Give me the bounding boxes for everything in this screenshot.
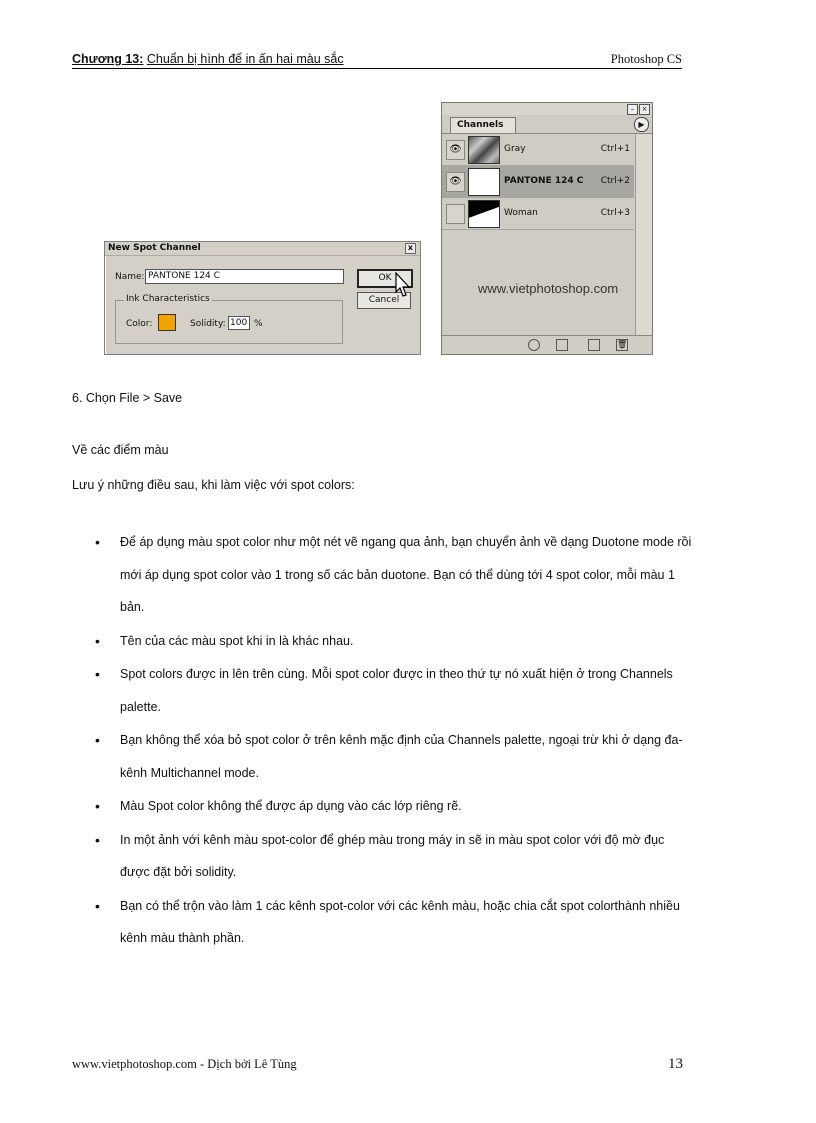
channel-shortcut: Ctrl+2 — [600, 176, 630, 186]
list-item: • Spot colors được in lên trên cùng. Mỗi spot color được in theo thứ tự nó xuất hiện ở trong Channels palette. — [72, 658, 692, 723]
eye-icon[interactable]: 👁 — [446, 140, 465, 160]
channel-name: Gray — [504, 144, 526, 154]
channel-thumbnail — [468, 136, 500, 164]
new-spot-channel-dialog — [104, 241, 421, 355]
step-6: 6. Chọn File > Save — [72, 391, 183, 405]
intro-text: Lưu ý những điều sau, khi làm việc với spot colors: — [72, 478, 355, 492]
trash-icon[interactable]: 🗑 — [617, 340, 628, 349]
channel-name: Woman — [504, 208, 538, 218]
tab-channels[interactable]: Channels — [450, 117, 516, 133]
page-header — [72, 52, 682, 69]
group-label: Ink Characteristics — [126, 294, 210, 304]
percent-label: % — [254, 319, 263, 329]
channel-row-woman[interactable] — [442, 198, 634, 230]
color-swatch[interactable] — [158, 314, 176, 331]
section-title: Về các điểm màu — [72, 443, 169, 457]
mouse-cursor-icon — [395, 272, 411, 298]
name-label: Name: — [115, 272, 145, 282]
chapter-number: Chương 13: — [72, 52, 144, 66]
channel-shortcut: Ctrl+3 — [600, 208, 630, 218]
visibility-box[interactable] — [446, 204, 465, 224]
name-input[interactable]: PANTONE 124 C — [145, 269, 344, 284]
ok-button[interactable]: OK — [357, 269, 413, 288]
eye-icon[interactable]: 👁 — [446, 172, 465, 192]
chapter-title: Chuẩn bị hình để in ấn hai màu sắc — [146, 52, 344, 66]
channel-shortcut: Ctrl+1 — [600, 144, 630, 154]
page-number: 13 — [668, 1056, 683, 1072]
list-item: • Tên của các màu spot khi in là khác nhau. — [72, 625, 692, 658]
channel-name: PANTONE 124 C — [504, 176, 584, 186]
list-item: • Màu Spot color không thể được áp dụng vào các lớp riêng rẽ. — [72, 790, 692, 823]
list-item: • Bạn có thể trộn vào làm 1 các kênh spot-color với các kênh màu, hoặc chia cắt spot colorthành nhiều kênh màu thành phần. — [72, 890, 692, 955]
channels-palette — [441, 102, 653, 355]
minimize-icon[interactable]: – — [627, 104, 638, 115]
channel-thumbnail — [468, 200, 500, 228]
solidity-input[interactable]: 100 — [228, 316, 250, 330]
load-selection-icon[interactable] — [528, 339, 540, 351]
palette-menu-icon[interactable]: ▶ — [634, 117, 649, 132]
dialog-titlebar — [105, 242, 420, 256]
bullet-list — [72, 526, 692, 956]
list-item: • Để áp dụng màu spot color như một nét vẽ ngang qua ảnh, bạn chuyển ảnh về dạng Duotone mode rồi mới áp dụng spot color vào 1 trong số các bản duotone. Bạn có thể dùng tới 4 spot color, mỗi màu 1 bản. — [72, 526, 692, 624]
new-channel-icon[interactable] — [588, 339, 600, 351]
list-item: • Bạn không thể xóa bỏ spot color ở trên kênh mặc định của Channels palette, ngoại trừ khi ở dạng đa-kênh Multichannel mode. — [72, 724, 692, 789]
cancel-button[interactable]: Cancel — [357, 292, 411, 309]
save-selection-icon[interactable] — [556, 339, 568, 351]
footer-credit: www.vietphotoshop.com - Dịch bởi Lê Tùng — [72, 1057, 297, 1071]
dialog-title: New Spot Channel — [108, 243, 201, 253]
product-name: Photoshop CS — [610, 52, 682, 66]
ink-characteristics-group — [115, 294, 343, 344]
color-label: Color: — [126, 319, 153, 329]
palette-topbar — [442, 103, 652, 115]
channel-row-pantone[interactable] — [442, 166, 634, 198]
close-icon[interactable]: x — [405, 243, 416, 254]
list-item: • In một ảnh với kênh màu spot-color để ghép màu trong máy in sẽ in màu spot color với độ mờ đục được đặt bởi solidity. — [72, 824, 692, 889]
palette-scrollbar[interactable] — [635, 134, 652, 336]
channel-row-gray[interactable] — [442, 134, 634, 166]
palette-tabrow — [442, 115, 652, 134]
watermark: www.vietphotoshop.com — [478, 281, 619, 296]
channel-thumbnail — [468, 168, 500, 196]
close-icon[interactable]: × — [639, 104, 650, 115]
solidity-label: Solidity: — [190, 319, 226, 329]
palette-bottom-bar — [442, 335, 652, 354]
